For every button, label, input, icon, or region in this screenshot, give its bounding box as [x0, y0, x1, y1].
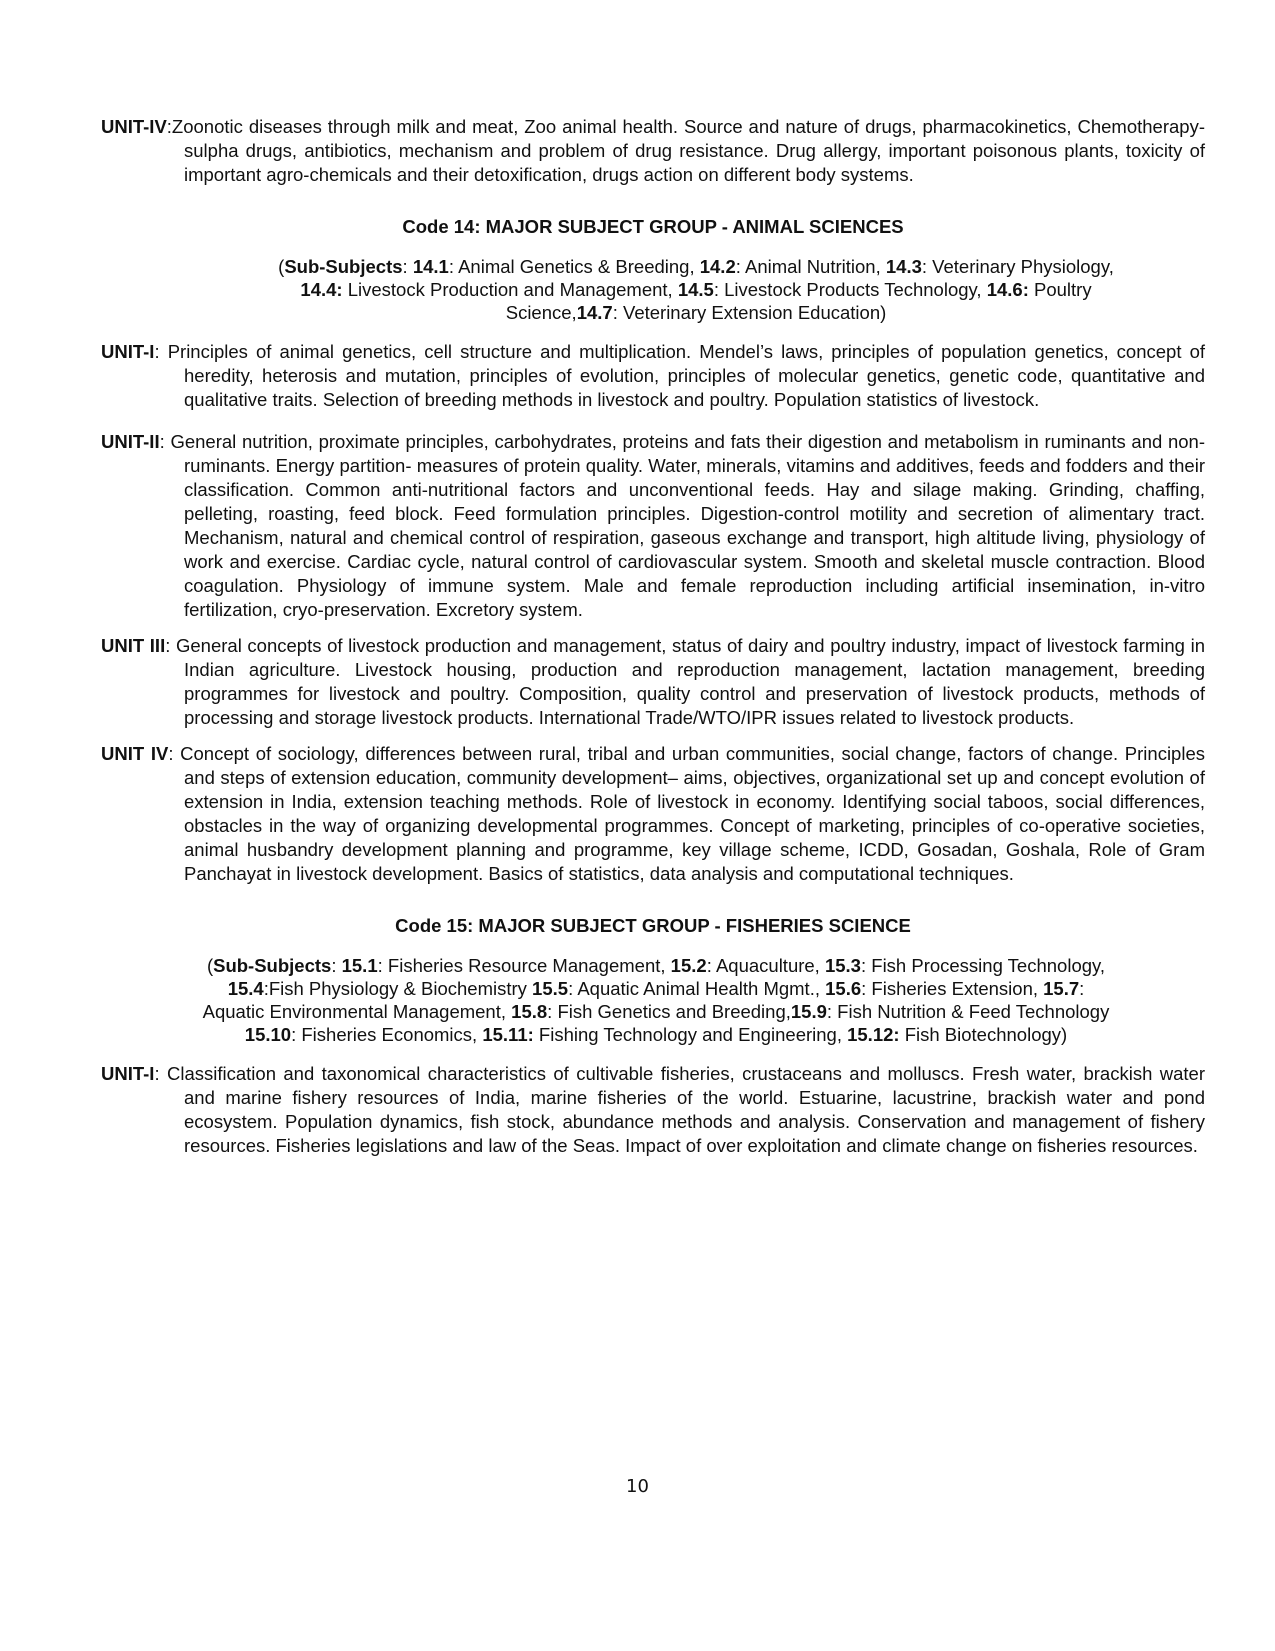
unit-label: UNIT-I	[101, 1063, 155, 1084]
unit-label: UNIT-II	[101, 431, 160, 452]
unit-label: UNIT IV	[101, 743, 169, 764]
section-heading-code15: Code 15: MAJOR SUBJECT GROUP - FISHERIES SCIENCE	[395, 915, 911, 936]
unit-text: Zoonotic diseases through milk and meat, Zoo animal health. Source and nature of drugs, pharmacokinetics, Chemotherapy-sulpha drugs, antibiotics, mechanism and problem of drug resistance. Drug allergy, important poisonous plants, toxicity of important agro-chemicals and their detoxification, drugs action on different body systems.	[171, 116, 1205, 185]
sub-subjects-code15: (Sub-Subjects: 15.1: Fisheries Resource Management, 15.2: Aquaculture, 15.3: Fish Processing Technology, 15.4:Fish Physiology & Biochemistry 15.5: Aquatic Animal Health Mgmt., 15.6: Fisheries Extension, 15.7: Aquatic Environmental Management, 15.8: Fish Genetics and Breeding,15.9: Fish Nutrition & Feed Technology 15.10: Fisheries Economics, 15.11: Fishing Technology and Engineering, 15.12: Fish Biotechnology)	[202, 955, 1110, 1045]
unit-paragraph: UNIT-II: General nutrition, proximate principles, carbohydrates, proteins and fats their digestion and metabolism in ruminants and non-ruminants. Energy partition- measures of protein quality. Water, minerals, vitamins and additives, feeds and fodders and their classification. Common anti-nutritional factors and unconventional feeds. Hay and silage making. Grinding, chaffing, pelleting, roasting, feed block. Feed formulation principles. Digestion-control motility and secretion of alimentary tract. Mechanism, natural and chemical control of respiration, gaseous exchange and transport, high altitude living, physiology of work and exercise. Cardiac cycle, natural control of cardiovascular system. Smooth and skeletal muscle contraction. Blood coagulation. Physiology of immune system. Male and female reproduction including artificial insemination, in-vitro fertilization, cryo-preservation. Excretory system.	[101, 431, 1205, 620]
unit-label: UNIT-I	[101, 341, 155, 362]
unit-paragraph: UNIT IV: Concept of sociology, differences between rural, tribal and urban communities, social change, factors of change. Principles and steps of extension education, community development– aims, objectives, organizational set up and concept evolution of extension in India, extension teaching methods. Role of livestock in economy. Identifying social taboos, social differences, obstacles in the way of organizing developmental programmes. Concept of marketing, principles of co-operative societies, animal husbandry development planning and programme, key village scheme, ICDD, Gosadan, Goshala, Role of Gram Panchayat in livestock development. Basics of statistics, data analysis and computational techniques.	[101, 743, 1205, 884]
unit-text: General concepts of livestock production and management, status of dairy and poultry industry, impact of livestock farming in Indian agriculture. Livestock housing, production and reproduction management, lactation management, breeding programmes for livestock and poultry. Composition, quality control and preservation of livestock products, methods of processing and storage livestock products. International Trade/WTO/IPR issues related to livestock products.	[175, 635, 1205, 728]
unit-text: Classification and taxonomical characteristics of cultivable fisheries, crustaceans and molluscs. Fresh water, brackish water and marine fishery resources of India, marine fisheries of the world. Estuarine, lacustrine, brackish water and pond ecosystem. Population dynamics, fish stock, abundance methods and analysis. Conservation and management of fishery resources. Fisheries legislations and law of the Seas. Impact of over exploitation and climate change on fisheries resources.	[167, 1063, 1205, 1156]
unit-text: Concept of sociology, differences between rural, tribal and urban communities, social change, factors of change. Principles and steps of extension education, community development– aims, objectives, organizational set up and concept evolution of extension in India, extension teaching methods. Role of livestock in economy. Identifying social taboos, social differences, obstacles in the way of organizing developmental programmes. Concept of marketing, principles of co-operative societies, animal husbandry development planning and programme, key village scheme, ICDD, Gosadan, Goshala, Role of Gram Panchayat in livestock development. Basics of statistics, data analysis and computational techniques.	[180, 743, 1205, 884]
unit-text: General nutrition, proximate principles, carbohydrates, proteins and fats their digestion and metabolism in ruminants and non-ruminants. Energy partition- measures of protein quality. Water, minerals, vitamins and additives, feeds and fodders and their classification. Common anti-nutritional factors and unconventional feeds. Hay and silage making. Grinding, chaffing, pelleting, roasting, feed block. Feed formulation principles. Digestion-control motility and secretion of alimentary tract. Mechanism, natural and chemical control of respiration, gaseous exchange and transport, high altitude living, physiology of work and exercise. Cardiac cycle, natural control of cardiovascular system. Smooth and skeletal muscle contraction. Blood coagulation. Physiology of immune system. Male and female reproduction including artificial insemination, in-vitro fertilization, cryo-preservation. Excretory system.	[170, 431, 1205, 620]
unit-paragraph: UNIT-I: Classification and taxonomical characteristics of cultivable fisheries, crustaceans and molluscs. Fresh water, brackish water and marine fishery resources of India, marine fisheries of the world. Estuarine, lacustrine, brackish water and pond ecosystem. Population dynamics, fish stock, abundance methods and analysis. Conservation and management of fishery resources. Fisheries legislations and law of the Seas. Impact of over exploitation and climate change on fisheries resources.	[101, 1063, 1205, 1156]
section-heading-code14: Code 14: MAJOR SUBJECT GROUP - ANIMAL SCIENCES	[402, 216, 904, 237]
unit-paragraph: UNIT III: General concepts of livestock production and management, status of dairy and poultry industry, impact of livestock farming in Indian agriculture. Livestock housing, production and reproduction management, lactation management, breeding programmes for livestock and poultry. Composition, quality control and preservation of livestock products, methods of processing and storage livestock products. International Trade/WTO/IPR issues related to livestock products.	[101, 635, 1205, 728]
page-number: 10	[626, 1476, 649, 1497]
unit-text: Principles of animal genetics, cell structure and multiplication. Mendel’s laws, principles of population genetics, concept of heredity, heterosis and mutation, principles of evolution, principles of molecular genetics, genetic code, quantitative and qualitative traits. Selection of breeding methods in livestock and poultry. Population statistics of livestock.	[167, 341, 1205, 410]
unit-iv-paragraph: UNIT-IV:Zoonotic diseases through milk and meat, Zoo animal health. Source and nature of drugs, pharmacokinetics, Chemotherapy-sulpha drugs, antibiotics, mechanism and problem of drug resistance. Drug allergy, important poisonous plants, toxicity of important agro-chemicals and their detoxification, drugs action on different body systems.	[101, 116, 1205, 185]
sub-subjects-code14: (Sub-Subjects: 14.1: Animal Genetics & Breeding, 14.2: Animal Nutrition, 14.3: Veterinary Physiology, 14.4: Livestock Production and Management, 14.5: Livestock Products Technology, 14.6: Poultry Science,14.7: Veterinary Extension Education)	[278, 256, 1114, 323]
unit-label: UNIT III	[101, 635, 166, 656]
unit-paragraph: UNIT-I: Principles of animal genetics, cell structure and multiplication. Mendel’s laws, principles of population genetics, concept of heredity, heterosis and mutation, principles of evolution, principles of molecular genetics, genetic code, quantitative and qualitative traits. Selection of breeding methods in livestock and poultry. Population statistics of livestock.	[101, 341, 1205, 410]
document-page	[101, 115, 1205, 1158]
unit-label: UNIT-IV	[101, 116, 167, 137]
